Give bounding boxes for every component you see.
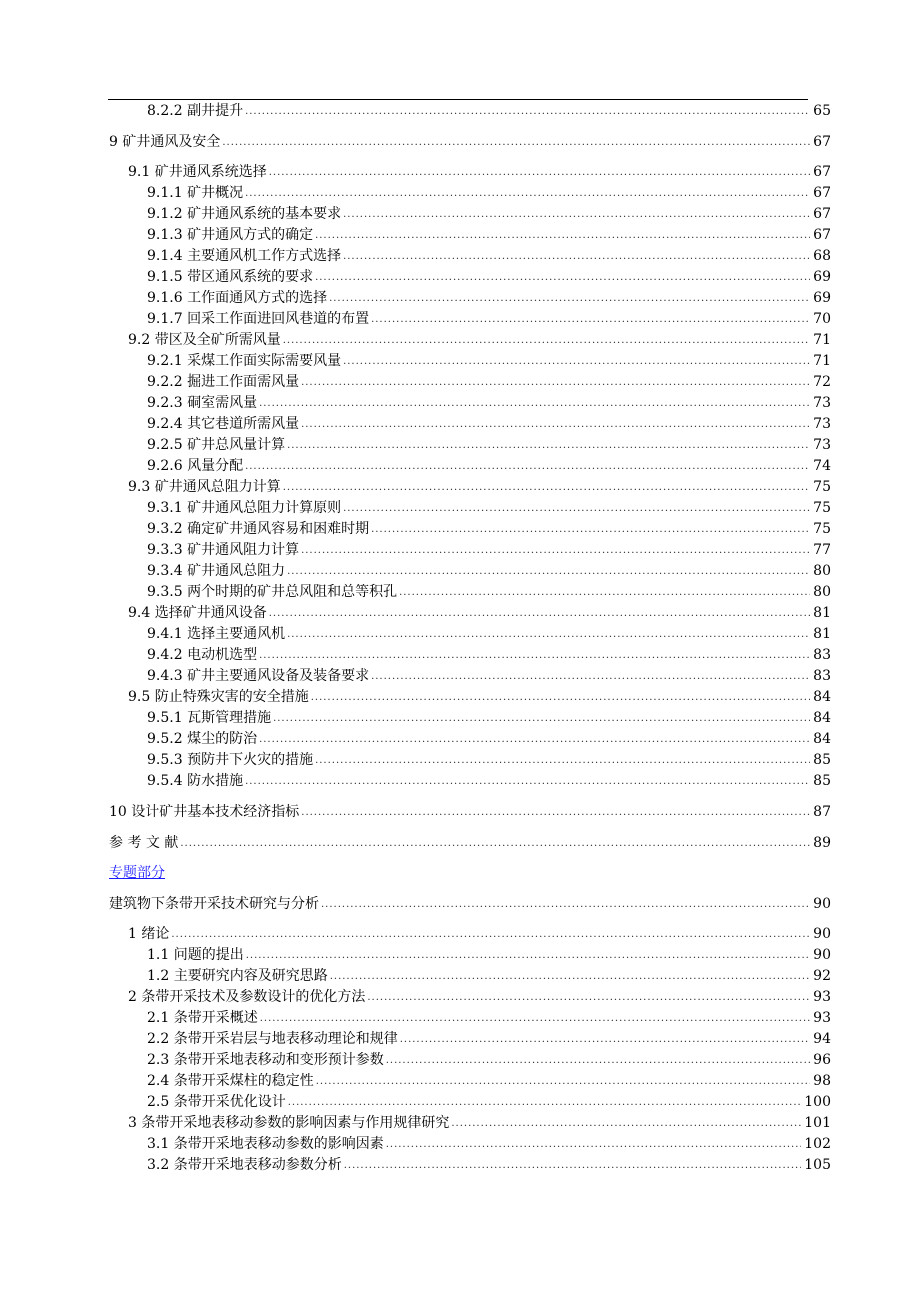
toc-entry[interactable] — [147, 1155, 831, 1175]
toc-entry[interactable] — [147, 267, 831, 287]
toc-entry-title: 9.1 矿井通风系统选择 — [128, 164, 267, 180]
leader-dots — [329, 289, 810, 309]
leader-dots — [343, 352, 810, 372]
toc-entry[interactable] — [147, 183, 831, 203]
leader-dots — [321, 895, 810, 915]
toc-entry[interactable] — [147, 966, 831, 986]
toc-entry-title: 9.2.3 硐室需风量 — [147, 395, 258, 411]
toc-entry-title: 1.2 主要研究内容及研究思路 — [147, 968, 328, 984]
toc-entry[interactable] — [147, 204, 831, 224]
leader-dots — [245, 772, 810, 792]
toc-entry[interactable] — [147, 624, 831, 644]
leader-dots — [344, 1156, 802, 1176]
toc-entry-title: 9.5.4 防水措施 — [147, 773, 244, 789]
toc-entry-title: 9.3 矿井通风总阻力计算 — [128, 479, 281, 495]
leader-dots — [283, 331, 810, 351]
toc-entry-title: 9.3.5 两个时期的矿井总风阻和总等积孔 — [147, 584, 398, 600]
toc-entry-title: 2.2 条带开采岩层与地表移动理论和规律 — [147, 1031, 398, 1047]
toc-entry[interactable] — [128, 1113, 831, 1133]
toc-entry-page: 90 — [813, 926, 831, 942]
toc-entry[interactable] — [109, 802, 831, 822]
toc-entry-title: 1.1 问题的提出 — [147, 947, 244, 963]
toc-entry-title: 9.1.6 工作面通风方式的选择 — [147, 290, 328, 306]
toc-entry-page: 74 — [813, 458, 831, 474]
leader-dots — [246, 946, 810, 966]
leader-dots — [386, 1051, 810, 1071]
toc-entry[interactable] — [128, 924, 831, 944]
leader-dots — [371, 667, 810, 687]
toc-entry[interactable] — [147, 666, 831, 686]
toc-entry-page: 81 — [813, 605, 831, 621]
leader-dots — [245, 184, 810, 204]
toc-entry[interactable] — [147, 1050, 831, 1070]
toc-entry-page: 89 — [813, 835, 831, 851]
leader-dots — [301, 803, 810, 823]
toc-entry[interactable] — [147, 351, 831, 371]
toc-entry[interactable] — [147, 372, 831, 392]
toc-entry-title: 9.4.2 电动机选型 — [147, 647, 258, 663]
toc-entry-page: 67 — [813, 185, 831, 201]
toc-entry-title: 2.5 条带开采优化设计 — [147, 1094, 286, 1110]
leader-dots — [269, 604, 810, 624]
toc-entry-title: 3 条带开采地表移动参数的影响因素与作用规律研究 — [128, 1115, 450, 1131]
toc-entry[interactable] — [147, 645, 831, 665]
toc-entry-title: 9.2.5 矿井总风量计算 — [147, 437, 286, 453]
toc-entry[interactable] — [147, 540, 831, 560]
toc-entry[interactable] — [147, 582, 831, 602]
leader-dots — [315, 751, 810, 771]
toc-entry[interactable] — [128, 162, 831, 182]
toc-entry-title: 3.2 条带开采地表移动参数分析 — [147, 1157, 342, 1173]
toc-entry-title: 建筑物下条带开采技术研究与分析 — [109, 896, 319, 912]
toc-entry-page: 81 — [813, 626, 831, 642]
toc-entry-title: 9.1.2 矿井通风系统的基本要求 — [147, 206, 342, 222]
leader-dots — [283, 478, 810, 498]
toc-entry-title: 9.3.1 矿井通风总阻力计算原则 — [147, 500, 342, 516]
leader-dots — [273, 709, 810, 729]
leader-dots — [371, 520, 810, 540]
toc-entry-title: 9.1.1 矿井概况 — [147, 185, 244, 201]
toc-entry-title: 9.1.7 回采工作面进回风巷道的布置 — [147, 311, 370, 327]
toc-entry[interactable] — [147, 1071, 831, 1091]
toc-entry-page: 67 — [813, 206, 831, 222]
toc-entry-page: 92 — [813, 968, 831, 984]
toc-entry-page: 69 — [813, 290, 831, 306]
leader-dots — [222, 133, 810, 153]
toc-entry-title: 9.1.5 带区通风系统的要求 — [147, 269, 314, 285]
toc-entry-page: 73 — [813, 395, 831, 411]
leader-dots — [399, 583, 810, 603]
leader-dots — [367, 988, 810, 1008]
leader-dots — [287, 436, 810, 456]
toc-entry[interactable] — [128, 987, 831, 1007]
leader-dots — [287, 625, 810, 645]
toc-entry-page: 67 — [813, 134, 831, 150]
toc-entry[interactable] — [147, 246, 831, 266]
toc-entry-page: 94 — [813, 1031, 831, 1047]
toc-entry[interactable] — [147, 1134, 831, 1154]
leader-dots — [400, 1030, 810, 1050]
leader-dots — [259, 394, 810, 414]
leader-dots — [301, 373, 810, 393]
toc-entry-page: 65 — [813, 103, 831, 119]
toc-entry-page: 75 — [813, 521, 831, 537]
leader-dots — [245, 102, 810, 122]
toc-entry-title: 9.5 防止特殊灾害的安全措施 — [128, 689, 309, 705]
toc-entry-title: 1 绪论 — [128, 926, 170, 942]
toc-entry-page: 83 — [813, 668, 831, 684]
leader-dots — [451, 1114, 801, 1134]
toc-entry-title: 9.1.3 矿井通风方式的确定 — [147, 227, 314, 243]
toc-entry[interactable] — [147, 1092, 831, 1112]
toc-entry-page: 67 — [813, 164, 831, 180]
toc-entry[interactable] — [147, 729, 831, 749]
leader-dots — [343, 247, 810, 267]
toc-entry-title: 9.2.1 采煤工作面实际需要风量 — [147, 353, 342, 369]
toc-entry[interactable] — [147, 393, 831, 413]
toc-entry-title: 9.4.1 选择主要通风机 — [147, 626, 286, 642]
toc-entry[interactable] — [147, 561, 831, 581]
leader-dots — [330, 967, 810, 987]
toc-entry-title: 3.1 条带开采地表移动参数的影响因素 — [147, 1136, 384, 1152]
toc-entry-page: 96 — [813, 1052, 831, 1068]
toc-entry-page: 73 — [813, 437, 831, 453]
toc-entry-page: 69 — [813, 269, 831, 285]
toc-entry[interactable] — [147, 414, 831, 434]
toc-entry[interactable] — [147, 771, 831, 791]
leader-dots — [343, 499, 810, 519]
toc-entry-page: 90 — [813, 896, 831, 912]
leader-dots — [386, 1135, 802, 1155]
toc-entry-title: 9.4.3 矿井主要通风设备及装备要求 — [147, 668, 370, 684]
toc-entry[interactable] — [147, 498, 831, 518]
leader-dots — [259, 646, 810, 666]
toc-entry[interactable] — [147, 750, 831, 770]
toc-entry-title: 9 矿井通风及安全 — [109, 134, 221, 150]
toc-entry[interactable] — [147, 519, 831, 539]
toc-entry[interactable] — [128, 603, 831, 623]
toc-entry-page: 70 — [813, 311, 831, 327]
toc-entry-page: 83 — [813, 647, 831, 663]
toc-entry[interactable] — [147, 456, 831, 476]
toc-entry-title: 8.2.2 副井提升 — [147, 103, 244, 119]
toc-entry-title: 9.2.6 风量分配 — [147, 458, 244, 474]
toc-entry[interactable] — [147, 309, 831, 329]
toc-entry[interactable] — [147, 101, 831, 121]
leader-dots — [301, 415, 810, 435]
leader-dots — [311, 688, 810, 708]
toc-entry-title: 2.4 条带开采煤柱的稳定性 — [147, 1073, 314, 1089]
toc-entry-page: 72 — [813, 374, 831, 390]
toc-entry-page: 84 — [813, 731, 831, 747]
leader-dots — [259, 730, 810, 750]
leader-dots — [180, 834, 810, 854]
header-rule — [108, 99, 808, 100]
toc-entry-page: 84 — [813, 710, 831, 726]
toc-entry-page: 67 — [813, 227, 831, 243]
toc-entry-title: 9.3.3 矿井通风阻力计算 — [147, 542, 300, 558]
toc-entry-title: 9.4 选择矿井通风设备 — [128, 605, 267, 621]
toc-entry[interactable] — [147, 708, 831, 728]
toc-entry-title: 2 条带开采技术及参数设计的优化方法 — [128, 989, 366, 1005]
toc-entry-page: 75 — [813, 479, 831, 495]
toc-entry-title: 9.5.1 瓦斯管理措施 — [147, 710, 272, 726]
toc-entry-page: 80 — [813, 563, 831, 579]
leader-dots — [245, 457, 810, 477]
toc-entry-page: 102 — [804, 1136, 831, 1152]
leader-dots — [343, 205, 810, 225]
toc-entry-title: 9.2.4 其它巷道所需风量 — [147, 416, 300, 432]
toc-entry-page: 85 — [813, 773, 831, 789]
leader-dots — [287, 562, 810, 582]
toc-entry[interactable] — [128, 687, 831, 707]
toc-entry-page: 71 — [813, 332, 831, 348]
toc-entry-page: 100 — [804, 1094, 831, 1110]
leader-dots — [316, 1072, 810, 1092]
toc-entry-title: 10 设计矿井基本技术经济指标 — [109, 804, 300, 820]
toc-entry-title: 9.2.2 掘进工作面需风量 — [147, 374, 300, 390]
toc-entry-page: 105 — [804, 1157, 831, 1173]
leader-dots — [371, 310, 810, 330]
leader-dots — [288, 1093, 802, 1113]
toc-entry-title: 9.5.3 预防井下火灾的措施 — [147, 752, 314, 768]
leader-dots — [171, 925, 810, 945]
toc-entry-page: 68 — [813, 248, 831, 264]
toc-entry[interactable] — [147, 225, 831, 245]
toc-entry-page: 101 — [804, 1115, 831, 1131]
toc-entry-page: 90 — [813, 947, 831, 963]
toc-entry-title: 参 考 文 献 — [109, 835, 179, 851]
toc-entry[interactable] — [147, 1008, 831, 1028]
leader-dots — [315, 226, 810, 246]
toc-entry-title: 2.3 条带开采地表移动和变形预计参数 — [147, 1052, 384, 1068]
toc-entry-page: 87 — [813, 804, 831, 820]
toc-entry[interactable] — [147, 945, 831, 965]
toc-entry-page: 85 — [813, 752, 831, 768]
toc-entry[interactable] — [147, 435, 831, 455]
toc-entry-title: 9.3.2 确定矿井通风容易和困难时期 — [147, 521, 370, 537]
toc-entry-title: 9.5.2 煤尘的防治 — [147, 731, 258, 747]
toc-entry-page: 98 — [813, 1073, 831, 1089]
leader-dots — [315, 268, 810, 288]
toc-entry[interactable] — [128, 477, 831, 497]
special-section-link[interactable]: 专题部分 — [109, 865, 165, 881]
leader-dots — [301, 541, 810, 561]
toc-entry[interactable] — [147, 288, 831, 308]
leader-dots — [260, 1009, 810, 1029]
toc-entry-page: 73 — [813, 416, 831, 432]
toc-entry-page: 84 — [813, 689, 831, 705]
toc-entry-page: 93 — [813, 989, 831, 1005]
toc-entry[interactable] — [109, 894, 831, 914]
toc-entry-title: 9.2 带区及全矿所需风量 — [128, 332, 281, 348]
leader-dots — [269, 163, 810, 183]
toc-entry[interactable] — [109, 132, 831, 152]
toc-entry-title: 2.1 条带开采概述 — [147, 1010, 258, 1026]
toc-entry-title: 9.3.4 矿井通风总阻力 — [147, 563, 286, 579]
toc-entry[interactable] — [109, 833, 831, 853]
toc-entry[interactable] — [128, 330, 831, 350]
toc-entry-title: 9.1.4 主要通风机工作方式选择 — [147, 248, 342, 264]
toc-entry-page: 75 — [813, 500, 831, 516]
toc-entry-page: 77 — [813, 542, 831, 558]
toc-entry-page: 80 — [813, 584, 831, 600]
toc-entry-page: 93 — [813, 1010, 831, 1026]
toc-entry-page: 71 — [813, 353, 831, 369]
toc-entry[interactable] — [147, 1029, 831, 1049]
